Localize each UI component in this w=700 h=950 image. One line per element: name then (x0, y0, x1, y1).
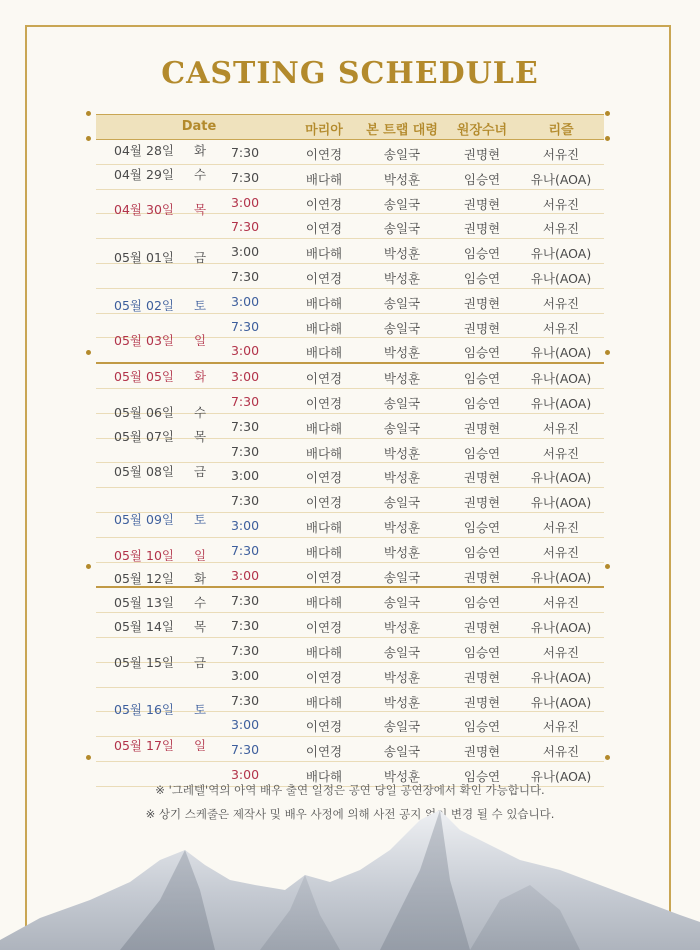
cell-maria: 이연경 (305, 371, 343, 387)
cell-date: 05월 06일 (114, 404, 174, 420)
cell-time: 7:30 (230, 542, 260, 558)
cell-captain: 박성훈 (383, 669, 421, 685)
cell-liesl: 서유진 (542, 519, 580, 535)
cell-maria: 이연경 (305, 495, 343, 511)
cell-abbess: 권명현 (463, 320, 501, 336)
cell-maria: 배다해 (305, 544, 343, 560)
cell-captain: 박성훈 (383, 371, 421, 387)
cell-time: 3:00 (230, 244, 260, 260)
page-title: CASTING SCHEDULE (161, 56, 539, 91)
cell-day: 화 (193, 142, 207, 158)
cell-captain: 박성훈 (383, 768, 421, 784)
cell-captain: 송일국 (383, 719, 421, 735)
cell-abbess: 권명현 (463, 620, 501, 636)
cell-time: 3:00 (230, 667, 260, 683)
cell-maria: 이연경 (305, 719, 343, 735)
cell-date: 05월 02일 (114, 297, 174, 313)
cell-liesl: 서유진 (542, 320, 580, 336)
cell-time: 7:30 (230, 393, 260, 409)
cell-date: 05월 08일 (114, 464, 174, 480)
cell-time: 7:30 (230, 169, 260, 185)
cell-abbess: 임승연 (463, 544, 501, 560)
cell-liesl: 유나(AOA) (530, 495, 592, 511)
cell-liesl: 서유진 (542, 445, 580, 461)
cell-captain: 박성훈 (383, 445, 421, 461)
cell-maria: 이연경 (305, 270, 343, 286)
ornament-dot (605, 136, 610, 141)
cell-maria: 배다해 (305, 644, 343, 660)
cell-liesl: 유나(AOA) (530, 620, 592, 636)
cell-abbess: 권명현 (463, 694, 501, 710)
cell-abbess: 권명현 (463, 470, 501, 486)
cell-maria: 이연경 (305, 470, 343, 486)
cell-day: 수 (193, 166, 207, 182)
cell-liesl: 유나(AOA) (530, 171, 592, 187)
cell-liesl: 서유진 (542, 644, 580, 660)
cell-captain: 송일국 (383, 196, 421, 212)
cell-abbess: 임승연 (463, 371, 501, 387)
cell-time: 7:30 (230, 418, 260, 434)
cell-liesl: 서유진 (542, 595, 580, 611)
cell-time: 7:30 (230, 493, 260, 509)
cell-liesl: 유나(AOA) (530, 395, 592, 411)
cell-maria: 이연경 (305, 395, 343, 411)
table-row (96, 264, 604, 289)
cell-captain: 송일국 (383, 569, 421, 585)
header-maria: 마리아 (305, 123, 343, 138)
cell-abbess: 권명현 (463, 420, 501, 436)
mountain-illustration (0, 790, 700, 950)
schedule-table (96, 114, 604, 787)
cell-maria: 배다해 (305, 519, 343, 535)
cell-abbess: 임승연 (463, 644, 501, 660)
cell-liesl: 서유진 (542, 744, 580, 760)
cell-captain: 박성훈 (383, 246, 421, 262)
cell-day: 토 (193, 297, 207, 313)
cell-captain: 송일국 (383, 320, 421, 336)
header-abbess: 원장수녀 (456, 123, 508, 138)
cell-captain: 송일국 (383, 295, 421, 311)
cell-abbess: 권명현 (463, 744, 501, 760)
cell-day: 금 (193, 250, 207, 265)
cell-maria: 이연경 (305, 196, 343, 212)
cell-maria: 배다해 (305, 694, 343, 710)
cell-date: 05월 07일 (114, 428, 174, 444)
cell-maria: 배다해 (305, 295, 343, 311)
cell-abbess: 임승연 (463, 719, 501, 735)
cell-captain: 송일국 (383, 644, 421, 660)
cell-captain: 박성훈 (383, 345, 421, 361)
cell-abbess: 권명현 (463, 569, 501, 585)
cell-abbess: 임승연 (463, 595, 501, 611)
cell-liesl: 서유진 (542, 420, 580, 436)
cell-time: 3:00 (230, 766, 260, 782)
ornament-dot (605, 111, 610, 116)
cell-abbess: 권명현 (463, 669, 501, 685)
cell-date: 04월 28일 (114, 142, 174, 158)
cell-time: 3:00 (230, 468, 260, 484)
cell-captain: 송일국 (383, 744, 421, 760)
cell-liesl: 유나(AOA) (530, 246, 592, 262)
cell-abbess: 임승연 (463, 270, 501, 286)
cell-captain: 박성훈 (383, 694, 421, 710)
cell-liesl: 유나(AOA) (530, 569, 592, 585)
cell-maria: 배다해 (305, 320, 343, 336)
cell-captain: 박성훈 (383, 270, 421, 286)
cell-liesl: 유나(AOA) (530, 345, 592, 361)
cell-captain: 박성훈 (383, 519, 421, 535)
cell-maria: 배다해 (305, 445, 343, 461)
cell-liesl: 유나(AOA) (530, 470, 592, 486)
cell-liesl: 유나(AOA) (530, 270, 592, 286)
cell-abbess: 임승연 (463, 345, 501, 361)
header-captain: 본 트랩 대령 (366, 123, 438, 138)
cell-time: 3:00 (230, 567, 260, 583)
cell-abbess: 권명현 (463, 196, 501, 212)
ornament-dot (86, 111, 91, 116)
cell-abbess: 권명현 (463, 221, 501, 237)
cell-maria: 이연경 (305, 669, 343, 685)
cell-time: 7:30 (230, 318, 260, 334)
cell-maria: 이연경 (305, 744, 343, 760)
cell-liesl: 서유진 (542, 196, 580, 212)
cell-maria: 배다해 (305, 246, 343, 262)
cell-day: 목 (193, 428, 207, 444)
cell-maria: 이연경 (305, 620, 343, 636)
cell-abbess: 권명현 (463, 147, 501, 162)
cell-day: 일 (193, 547, 207, 563)
cell-time: 3:00 (230, 517, 260, 533)
cell-date: 04월 30일 (114, 202, 174, 218)
ornament-dot (605, 755, 610, 760)
cell-maria: 배다해 (305, 420, 343, 436)
cell-captain: 송일국 (383, 395, 421, 411)
cell-maria: 배다해 (305, 345, 343, 361)
cell-abbess: 임승연 (463, 395, 501, 411)
ornament-dot (86, 755, 91, 760)
cell-day: 목 (193, 618, 207, 634)
cell-date: 05월 03일 (114, 333, 174, 349)
cell-captain: 박성훈 (383, 470, 421, 486)
cell-liesl: 유나(AOA) (530, 768, 592, 784)
cell-date: 05월 09일 (114, 511, 174, 527)
cell-maria: 이연경 (305, 569, 343, 585)
cell-date: 05월 16일 (114, 702, 174, 718)
cell-liesl: 서유진 (542, 544, 580, 560)
cell-captain: 송일국 (383, 420, 421, 436)
note-line: ※ 상기 스케줄은 제작사 및 배우 사정에 의해 사전 공지 없이 변경 될 수 있습니다. (145, 807, 555, 821)
cell-day: 목 (193, 202, 207, 218)
cell-liesl: 유나(AOA) (530, 669, 592, 685)
cell-abbess: 권명현 (463, 495, 501, 511)
cell-abbess: 임승연 (463, 519, 501, 535)
table-header (96, 114, 604, 140)
note-line: ※ '그레텔'역의 아역 배우 출연 일정은 공연 당일 공연장에서 확인 가능합니다. (155, 783, 545, 797)
cell-time: 3:00 (230, 293, 260, 309)
cell-captain: 송일국 (383, 595, 421, 611)
cell-day: 금 (193, 654, 207, 670)
cell-maria: 배다해 (305, 768, 343, 784)
cell-time: 7:30 (230, 618, 260, 634)
cell-day: 화 (193, 369, 207, 384)
header-date: Date (181, 119, 217, 134)
cell-date: 05월 17일 (114, 737, 174, 753)
ornament-dot (86, 136, 91, 141)
cell-maria: 이연경 (305, 147, 343, 162)
cell-captain: 박성훈 (383, 544, 421, 560)
cell-day: 금 (193, 464, 207, 480)
cell-date: 05월 01일 (114, 250, 174, 265)
cell-day: 토 (193, 702, 207, 718)
cell-liesl: 유나(AOA) (530, 371, 592, 387)
cell-day: 수 (193, 404, 207, 420)
cell-time: 7:30 (230, 145, 260, 160)
cell-time: 7:30 (230, 742, 260, 758)
cell-liesl: 서유진 (542, 147, 580, 162)
cell-date: 05월 15일 (114, 654, 174, 670)
cell-time: 3:00 (230, 194, 260, 210)
cell-abbess: 임승연 (463, 768, 501, 784)
cell-liesl: 서유진 (542, 719, 580, 735)
cell-abbess: 권명현 (463, 295, 501, 311)
cell-day: 화 (193, 571, 207, 587)
cell-time: 7:30 (230, 443, 260, 459)
cell-time: 3:00 (230, 369, 260, 385)
cell-date: 05월 10일 (114, 547, 174, 563)
cell-time: 7:30 (230, 268, 260, 284)
cell-captain: 박성훈 (383, 171, 421, 187)
cell-day: 일 (193, 333, 207, 349)
cell-day: 일 (193, 737, 207, 753)
cell-captain: 송일국 (383, 147, 421, 162)
cell-date: 05월 14일 (114, 618, 174, 634)
cell-day: 수 (193, 595, 207, 611)
header-liesl: 리즐 (548, 123, 574, 138)
cell-day: 토 (193, 511, 207, 527)
cell-abbess: 임승연 (463, 246, 501, 262)
cell-captain: 박성훈 (383, 620, 421, 636)
cell-captain: 송일국 (383, 221, 421, 237)
cell-abbess: 임승연 (463, 445, 501, 461)
cell-time: 7:30 (230, 692, 260, 708)
cell-time: 7:30 (230, 593, 260, 609)
cell-date: 04월 29일 (114, 166, 174, 182)
cell-maria: 배다해 (305, 171, 343, 187)
cell-liesl: 서유진 (542, 295, 580, 311)
cell-liesl: 서유진 (542, 221, 580, 237)
cell-captain: 송일국 (383, 495, 421, 511)
cell-maria: 배다해 (305, 595, 343, 611)
cell-abbess: 임승연 (463, 171, 501, 187)
cell-date: 05월 05일 (114, 369, 174, 384)
cell-time: 7:30 (230, 642, 260, 658)
cell-date: 05월 12일 (114, 571, 174, 587)
cell-maria: 이연경 (305, 221, 343, 237)
cell-time: 3:00 (230, 717, 260, 733)
cell-time: 3:00 (230, 343, 260, 359)
cell-liesl: 유나(AOA) (530, 694, 592, 710)
cell-time: 7:30 (230, 219, 260, 235)
cell-date: 05월 13일 (114, 595, 174, 611)
